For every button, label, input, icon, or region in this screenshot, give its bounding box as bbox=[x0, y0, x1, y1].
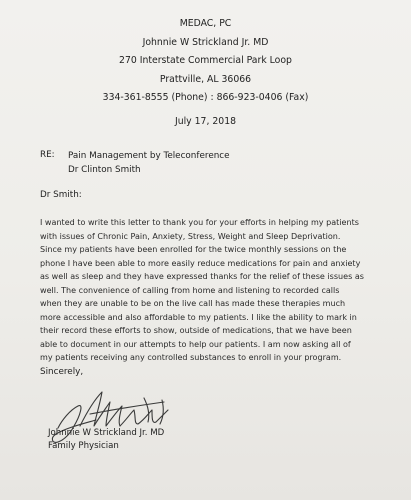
body-line: their record these efforts to show, outside of medications, that we have been bbox=[40, 326, 352, 336]
body-line: my patients receiving any controlled substances to enroll in your program. bbox=[40, 353, 342, 363]
city-state-zip: Prattville, AL 36066 bbox=[159, 73, 252, 85]
body-line: phone I have been able to more easily reduce medications for pain and anxiety bbox=[40, 258, 361, 268]
signer-block bbox=[48, 427, 164, 453]
practice-name: MEDAC, PC bbox=[179, 18, 232, 29]
signer-name: Johnnie W Strickland Jr. MD bbox=[48, 428, 165, 438]
re-block bbox=[68, 150, 230, 177]
body-line: with issues of Chronic Pain, Anxiety, Stress, Weight and Sleep Deprivation. bbox=[40, 231, 341, 241]
closing: Sincerely, bbox=[40, 367, 84, 377]
re-recipient: Dr Clinton Smith bbox=[68, 164, 141, 175]
body-line: more accessible and also affordable to my patients. I like the ability to mark in bbox=[40, 312, 357, 322]
body-line: well. The convenience of calling from home and listening to recorded calls bbox=[40, 285, 340, 295]
re-subject: Pain Management by Teleconference bbox=[68, 151, 230, 161]
body-line: when they are unable to be on the live call has made these therapies much bbox=[40, 299, 346, 309]
body-line: able to document in our attempts to help our patients. I am now asking all of bbox=[40, 339, 351, 349]
re-label: RE: bbox=[40, 150, 55, 160]
body-line: I wanted to write this letter to thank you for your efforts in helping my patients bbox=[40, 218, 359, 227]
contact-numbers: 334-361-8555 (Phone) : 866-923-0406 (Fax) bbox=[102, 92, 309, 103]
salutation: Dr Smith: bbox=[40, 190, 82, 200]
body-line: as well as sleep and they have expressed thanks for the relief of these issues as bbox=[40, 272, 364, 282]
street-address: 270 Interstate Commercial Park Loop bbox=[119, 55, 292, 66]
letter-body bbox=[40, 216, 380, 365]
letterhead bbox=[0, 15, 411, 108]
doctor-name: Johnnie W Strickland Jr. MD bbox=[142, 36, 269, 48]
body-line: Since my patients have been enrolled for the twice monthly sessions on the bbox=[40, 245, 347, 255]
signer-title: Family Physician bbox=[48, 441, 119, 451]
letter-date: July 17, 2018 bbox=[174, 116, 237, 127]
